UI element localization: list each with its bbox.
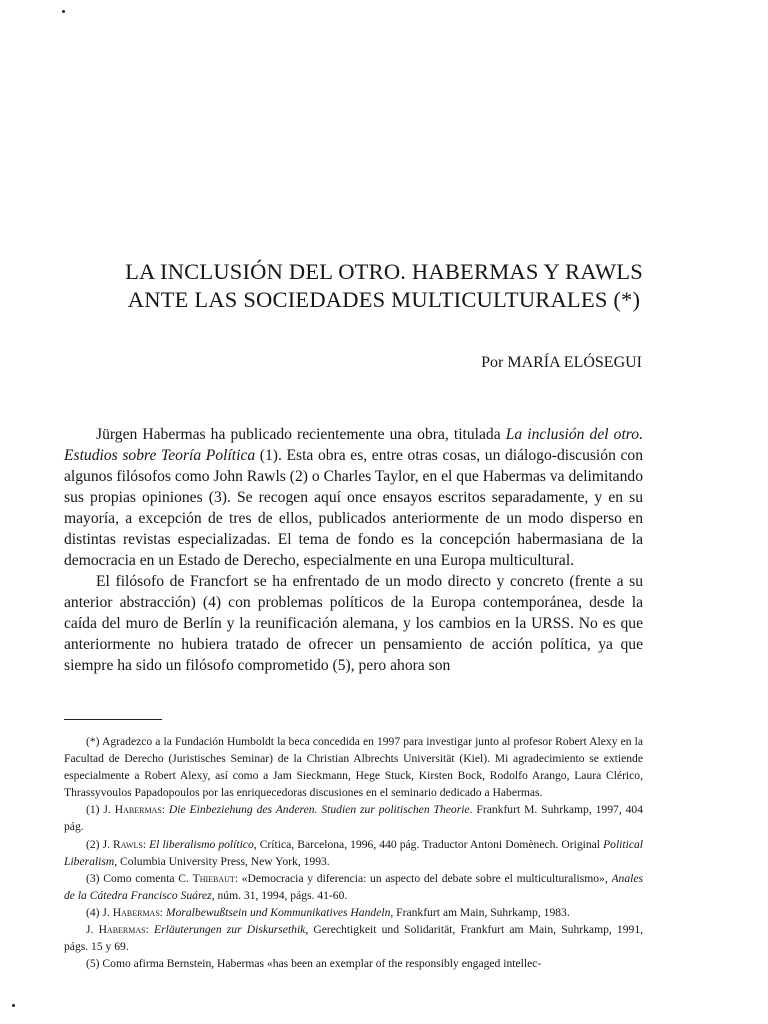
footnote-4: (4) J. Habermas: Moralbewußtsein und Kommunikatives Handeln, Frankfurt am Main, Suhrkamp, 1983. (86, 905, 570, 919)
title-line-1: LA INCLUSIÓN DEL OTRO. HABERMAS Y RAWLS (125, 259, 643, 284)
text-run: (1). Esta obra es, entre otras cosas, un diálogo-discusión con algunos filósofos como John Rawls (2) o Charles Taylor, en el que Habermas va delimitando sus propias opiniones (3). Se recogen aquí once ensayos escritos separadamente, y en su mayoría, a excepción de tres de ellos, publicados anteriormente de un modo disperso en distintas revistas especializadas. El tema de fondo es la concepción habermasiana de la democracia en un Estado de Derecho, especialmente en una Europa multicultural. (64, 447, 643, 569)
footnote-4b: J. Habermas: Erläuterungen zur Diskursethik, Gerechtigkeit und Solidarität, Frankfurt am Main, Suhrkamp, 1991, págs. 15 y 69. (64, 923, 644, 954)
footnotes (64, 733, 643, 972)
paragraph-1 (64, 424, 643, 571)
footnote-3: (3) Como comenta C. Thiebaut: «Democracia y diferencia: un aspecto del debate sobre el multiculturalismo», Anales de la Cátedra Francisco Suárez, núm. 31, 1994, págs. 41-60. (64, 871, 643, 902)
title-line-2: ANTE LAS SOCIEDADES MULTICULTURALES (*) (127, 287, 641, 312)
scan-speck (62, 10, 65, 13)
paragraph-2: El filósofo de Francfort se ha enfrentado de un modo directo y concreto (frente a su anterior abstracción) (4) con problemas políticos de la Europa contemporánea, desde la caída del muro de Berlín y la reunificación alemana, y los cambios en la URSS. No es que anteriormente no hubiera tratado de ofrecer un pensamiento de acción política, ya que siempre ha sido un filósofo comprometido (5), pero ahora son (64, 573, 643, 674)
footnote-1: (1) J. Habermas: Die Einbeziehung des Anderen. Studien zur politischen Theorie. Frankfurt M. Suhrkamp, 1997, 404 pág. (64, 803, 644, 834)
article-title (40, 258, 728, 314)
footnote-5: (5) Como afirma Bernstein, Habermas «has been an exemplar of the responsibly engaged intellec- (86, 957, 542, 971)
footnote-star: (*) Agradezco a la Fundación Humboldt la beca concedida en 1997 para investigar junto al profesor Robert Alexy en la Facultad de Derecho (Juristisches Seminar) de la Christian Albrechts Universität (Kiel). Mi agradecimiento se extiende especialmente a Robert Alexy, así como a Jam Sieckmann, Hege Stuck, Kirsten Bock, Rodolfo Arango, Laura Clérico, Thrassyvoulos Papadopoulos por las enriquecedoras discusiones en el seminario dedicado a Habermas. (64, 735, 643, 800)
body-text (64, 424, 643, 676)
text-run: Jürgen Habermas ha publicado recientemente una obra, titulada (96, 426, 506, 443)
scan-speck (12, 1004, 15, 1007)
author-byline: Por MARÍA ELÓSEGUI (481, 354, 642, 371)
footnote-separator (64, 719, 162, 720)
book-title: La inclusión del otro. Estudios sobre Teoría Política (64, 426, 643, 464)
footnote-2: (2) J. Rawls: El liberalismo político, Crítica, Barcelona, 1996, 440 pág. Traductor Antoni Domènech. Original Political Liberalism, Columbia University Press, New York, 1993. (64, 837, 643, 868)
